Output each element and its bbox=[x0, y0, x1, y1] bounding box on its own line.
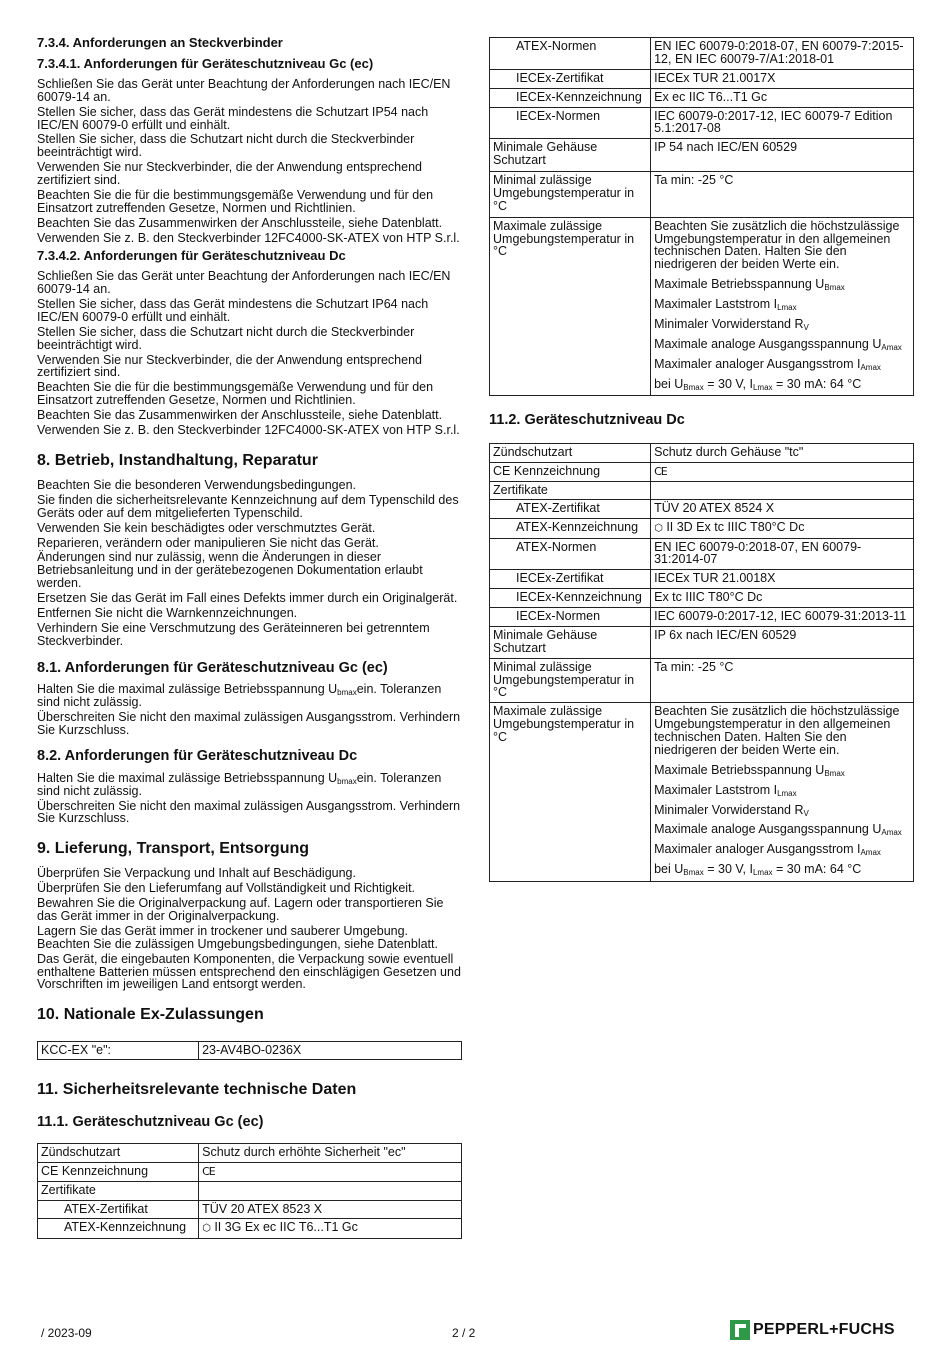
table-row bbox=[490, 570, 914, 589]
table-key: IECEx-Kennzeichnung bbox=[490, 88, 651, 107]
paragraph: Entfernen Sie nicht die Warnkennzeichnungen. bbox=[37, 605, 298, 620]
table-value: IEC 60079-0:2017-12, IEC 60079-31:2013-11 bbox=[651, 608, 914, 627]
table-value: IECEx TUR 21.0018X bbox=[651, 570, 914, 589]
paragraph: Stellen Sie sicher, dass die Schutzart nicht durch die Steckverbinder beeinträchtigt wird. bbox=[37, 132, 415, 160]
table-key: Maximale zulässige Umgebungstemperatur in °C bbox=[490, 703, 651, 882]
table-key: ATEX-Zertifikat bbox=[38, 1200, 199, 1219]
table-row bbox=[490, 608, 914, 627]
table-value: EN IEC 60079-0:2018-07, EN 60079-31:2014-07 bbox=[651, 538, 914, 570]
table-row bbox=[490, 69, 914, 88]
table-row bbox=[490, 500, 914, 519]
section-10-title: 10. Nationale Ex-Zulassungen bbox=[37, 1006, 264, 1024]
section-8-title: 8. Betrieb, Instandhaltung, Reparatur bbox=[37, 451, 318, 469]
table-value: IEC 60079-0:2017-12, IEC 60079-7 Edition 5.1:2017-08 bbox=[651, 107, 914, 139]
paragraph: Reparieren, verändern oder manipulieren Sie nicht das Gerät. bbox=[37, 535, 379, 550]
ce-mark-icon: CE bbox=[202, 1164, 215, 1178]
table-value: TÜV 20 ATEX 8523 X bbox=[199, 1200, 462, 1219]
section-8-2-title: 8.2. Anforderungen für Geräteschutzniveau Dc bbox=[37, 748, 358, 765]
paragraph: Überprüfen Sie Verpackung und Inhalt auf Beschädigung. bbox=[37, 866, 356, 881]
paragraph: Sie finden die sicherheitsrelevante Kennzeichnung auf dem Typenschild des Geräts oder auf dem mitgelieferten Typenschild. bbox=[37, 492, 459, 520]
section-7-3-4-title: 7.3.4. Anforderungen an Steckverbinder bbox=[37, 35, 283, 50]
paragraph: Schließen Sie das Gerät unter Beachtung der Anforderungen nach IEC/EN 60079-14 an. bbox=[37, 269, 451, 297]
table-row bbox=[490, 217, 914, 396]
table-key: ATEX-Normen bbox=[490, 38, 651, 70]
table-key: Zündschutzart bbox=[38, 1143, 199, 1162]
table-key: Minimale Gehäuse Schutzart bbox=[490, 626, 651, 658]
paragraph: Stellen Sie sicher, dass das Gerät mindestens die Schutzart IP64 nach IEC/EN 60079-0 erfüllt und einhält. bbox=[37, 297, 429, 324]
table-row bbox=[490, 519, 914, 538]
table-key: KCC-EX "e": bbox=[38, 1041, 199, 1060]
table-key: Zertifikate bbox=[490, 481, 651, 500]
page-number: 2 / 2 bbox=[452, 1326, 476, 1340]
table-value: TÜV 20 ATEX 8524 X bbox=[651, 500, 914, 519]
table-key: CE Kennzeichnung bbox=[490, 462, 651, 481]
table-value: ⬡ II 3D Ex tc IIIC T80°C Dc bbox=[651, 519, 914, 538]
table-value: ⬡ II 3G Ex ec IIC T6...T1 Gc bbox=[199, 1219, 462, 1238]
table-row bbox=[490, 589, 914, 608]
table-row bbox=[38, 1181, 462, 1200]
section-7-3-4-2-title: 7.3.4.2. Anforderungen für Geräteschutzniveau Dc bbox=[37, 248, 346, 264]
paragraph: Verhindern Sie eine Verschmutzung des Geräteinneren bei getrenntem Steckverbinder. bbox=[37, 620, 430, 648]
table-key: Minimale Gehäuse Schutzart bbox=[490, 139, 651, 172]
table-key: ATEX-Normen bbox=[490, 538, 651, 570]
table-row bbox=[490, 38, 914, 70]
table-key: ATEX-Kennzeichnung bbox=[38, 1219, 199, 1238]
table-value: Schutz durch erhöhte Sicherheit "ec" bbox=[199, 1143, 462, 1162]
section-7-3-4-1-body bbox=[37, 78, 462, 245]
paragraph: Verwenden Sie z. B. den Steckverbinder 12FC4000-SK-ATEX von HTP S.r.l. bbox=[37, 422, 460, 437]
table-row bbox=[490, 88, 914, 107]
table-row bbox=[38, 1219, 462, 1238]
paragraph: Beachten Sie die für die bestimmungsgemäße Verwendung und für den Einsatzort zutreffenden Gesetze, Normen und Richtlinien. bbox=[37, 380, 434, 408]
paragraph: Beachten Sie das Zusammenwirken der Anschlussteile, siehe Datenblatt. bbox=[37, 408, 443, 423]
gc-table-part1 bbox=[37, 1143, 462, 1239]
paragraph: Beachten Sie die für die bestimmungsgemäße Verwendung und für den Einsatzort zutreffenden Gesetze, Normen und Richtlinien. bbox=[37, 187, 434, 215]
section-8-body bbox=[37, 479, 462, 648]
table-row bbox=[490, 172, 914, 218]
brand-name: PEPPERL+FUCHS bbox=[753, 1320, 895, 1338]
section-7-3-4-1-title: 7.3.4.1. Anforderungen für Geräteschutzniveau Gc (ec) bbox=[37, 55, 374, 71]
gc-table-part2 bbox=[489, 37, 914, 396]
kcc-table bbox=[37, 1041, 462, 1061]
table-key: Minimal zulässige Umgebungstemperatur in °C bbox=[490, 172, 651, 218]
table-row bbox=[490, 481, 914, 500]
section-9-title: 9. Lieferung, Transport, Entsorgung bbox=[37, 840, 310, 858]
table-value: Ta min: -25 °C bbox=[651, 172, 914, 218]
table-value: Ex ec IIC T6...T1 Gc bbox=[651, 88, 914, 107]
dc-table bbox=[489, 443, 914, 882]
paragraph: Stellen Sie sicher, dass die Schutzart nicht durch die Steckverbinder beeinträchtigt wird. bbox=[37, 324, 415, 352]
table-row bbox=[38, 1162, 462, 1181]
ce-mark-icon: CE bbox=[654, 464, 667, 478]
right-column bbox=[489, 37, 914, 882]
paragraph: Halten Sie die maximal zulässige Betriebsspannung $U_{bmax}ein$. Toleranzen sind nicht zulässig. bbox=[37, 770, 442, 798]
table-row bbox=[38, 1143, 462, 1162]
ex-hexagon-icon: ⬡ bbox=[202, 1223, 211, 1235]
table-key: Minimal zulässige Umgebungstemperatur in °C bbox=[490, 658, 651, 703]
paragraph: Verwenden Sie kein beschädigtes oder verschmutztes Gerät. bbox=[37, 520, 376, 535]
table-row bbox=[490, 462, 914, 481]
table-row bbox=[490, 443, 914, 462]
table-value: Ta min: -25 °C bbox=[651, 658, 914, 703]
table-value: IP 54 nach IEC/EN 60529 bbox=[651, 139, 914, 172]
paragraph: Lagern Sie das Gerät immer in trockener und sauberer Umgebung. Beachten Sie die zulässigen Umgebungsbedingungen, siehe Datenblatt. bbox=[37, 923, 438, 951]
paragraph: Verwenden Sie nur Steckverbinder, die der Anwendung entsprechend zertifiziert sind. bbox=[37, 352, 422, 380]
paragraph: Das Gerät, die eingebauten Komponenten, die Verpackung sowie eventuell enthaltene Batterien müssen entsprechend den einschlägigen Gesetzen und Vorschriften im jeweiligen Land entsorgt werden. bbox=[37, 951, 461, 992]
table-value bbox=[199, 1181, 462, 1200]
section-11-1-title: 11.1. Geräteschutzniveau Gc (ec) bbox=[37, 1113, 264, 1130]
paragraph: Verwenden Sie nur Steckverbinder, die der Anwendung entsprechend zertifiziert sind. bbox=[37, 160, 422, 187]
section-7-3-4-2-body bbox=[37, 270, 462, 437]
table-row bbox=[490, 107, 914, 139]
section-8-1-title: 8.1. Anforderungen für Geräteschutzniveau Gc (ec) bbox=[37, 659, 388, 676]
table-value: Beachten Sie zusätzlich die höchstzulässige Umgebungstemperatur in den allgemeinen technischen Daten. Halten Sie den niedrigeren der beiden Werte ein. Maximale Betriebsspannung $U_{Bmax}$ Maximaler Laststrom $I_{Lmax}$ Minimaler Vorwiderstand $R_V$ Maximale analoge Ausgangsspannung $U_{Amax}$ Maximaler analoger Ausgangsstrom $I_{Amax}$ bei $U_{Bmax} = 30$ V, $I_{Lmax} = 30$ mA: 64 °C bbox=[651, 217, 914, 396]
paragraph: Ersetzen Sie das Gerät im Fall eines Defekts immer durch ein Originalgerät. bbox=[37, 591, 458, 605]
table-key: IECEx-Normen bbox=[490, 107, 651, 139]
paragraph: Beachten Sie die besonderen Verwendungsbedingungen. bbox=[37, 478, 357, 492]
pepperl-fuchs-logo-icon bbox=[730, 1320, 750, 1340]
table-value bbox=[199, 1162, 462, 1181]
table-key: IECEx-Kennzeichnung bbox=[490, 589, 651, 608]
paragraph: Beachten Sie das Zusammenwirken der Anschlussteile, siehe Datenblatt. bbox=[37, 215, 443, 230]
paragraph: Schließen Sie das Gerät unter Beachtung der Anforderungen nach IEC/EN 60079-14 an. bbox=[37, 76, 451, 104]
table-value: Beachten Sie zusätzlich die höchstzulässige Umgebungstemperatur in den allgemeinen technischen Daten. Halten Sie den niedrigeren der beiden Werte ein. Maximale Betriebsspannung $U_{Bmax}$ Maximaler Laststrom $I_{Lmax}$ Minimaler Vorwiderstand $R_V$ Maximale analoge Ausgangsspannung $U_{Amax}$ Maximaler analoger Ausgangsstrom $I_{Amax}$ bei $U_{Bmax} = 30$ V, $I_{Lmax} = 30$ mA: 64 °C bbox=[651, 703, 914, 882]
table-row bbox=[490, 658, 914, 703]
table-key: CE Kennzeichnung bbox=[38, 1162, 199, 1181]
ex-hexagon-icon: ⬡ bbox=[654, 523, 663, 535]
table-value: IP 6x nach IEC/EN 60529 bbox=[651, 626, 914, 658]
paragraph: Änderungen sind nur zulässig, wenn die Änderungen in dieser Betriebsanleitung und in der gerätebezogenen Dokumentation erlaubt werden. bbox=[37, 550, 423, 591]
section-11-title: 11. Sicherheitsrelevante technische Daten bbox=[37, 1081, 357, 1099]
section-9-body bbox=[37, 867, 462, 991]
table-value: EN IEC 60079-0:2018-07, EN 60079-7:2015-12, EN IEC 60079-7/A1:2018-01 bbox=[651, 38, 914, 70]
table-key: IECEx-Normen bbox=[490, 608, 651, 627]
footer-date: / 2023-09 bbox=[41, 1326, 92, 1340]
table-key: Zündschutzart bbox=[490, 443, 651, 462]
table-value: 23-AV4BO-0236X bbox=[199, 1041, 462, 1060]
paragraph: Bewahren Sie die Originalverpackung auf. Lagern oder transportieren Sie das Gerät immer in der Originalverpackung. bbox=[37, 896, 444, 924]
table-row bbox=[38, 1200, 462, 1219]
paragraph: Stellen Sie sicher, dass das Gerät mindestens die Schutzart IP54 nach IEC/EN 60079-0 erfüllt und einhält. bbox=[37, 104, 429, 132]
table-value: IECEx TUR 21.0017X bbox=[651, 69, 914, 88]
table-key: IECEx-Zertifikat bbox=[490, 570, 651, 589]
table-key: IECEx-Zertifikat bbox=[490, 69, 651, 88]
paragraph: Halten Sie die maximal zulässige Betriebsspannung $U_{bmax}ein$. Toleranzen sind nicht zulässig. bbox=[37, 681, 442, 709]
table-value bbox=[651, 481, 914, 500]
table-row bbox=[490, 139, 914, 172]
table-row bbox=[490, 538, 914, 570]
left-column bbox=[37, 36, 462, 1239]
paragraph: Verwenden Sie z. B. den Steckverbinder 12FC4000-SK-ATEX von HTP S.r.l. bbox=[37, 230, 460, 245]
paragraph: Überschreiten Sie nicht den maximal zulässigen Ausgangsstrom. Verhindern Sie Kurzschluss. bbox=[37, 798, 461, 826]
table-row bbox=[490, 703, 914, 882]
table-key: Maximale zulässige Umgebungstemperatur in °C bbox=[490, 217, 651, 396]
paragraph: Überschreiten Sie nicht den maximal zulässigen Ausgangsstrom. Verhindern Sie Kurzschluss. bbox=[37, 709, 461, 737]
table-value bbox=[651, 462, 914, 481]
table-key: ATEX-Kennzeichnung bbox=[490, 519, 651, 538]
paragraph: Überprüfen Sie den Lieferumfang auf Vollständigkeit und Richtigkeit. bbox=[37, 881, 416, 896]
brand-logo bbox=[730, 1320, 895, 1340]
table-key: ATEX-Zertifikat bbox=[490, 500, 651, 519]
table-row bbox=[38, 1041, 462, 1060]
table-value: Ex tc IIIC T80°C Dc bbox=[651, 589, 914, 608]
table-value: Schutz durch Gehäuse "tc" bbox=[651, 443, 914, 462]
table-key: Zertifikate bbox=[38, 1181, 199, 1200]
table-row bbox=[490, 626, 914, 658]
section-11-2-title: 11.2. Geräteschutzniveau Dc bbox=[489, 412, 685, 429]
